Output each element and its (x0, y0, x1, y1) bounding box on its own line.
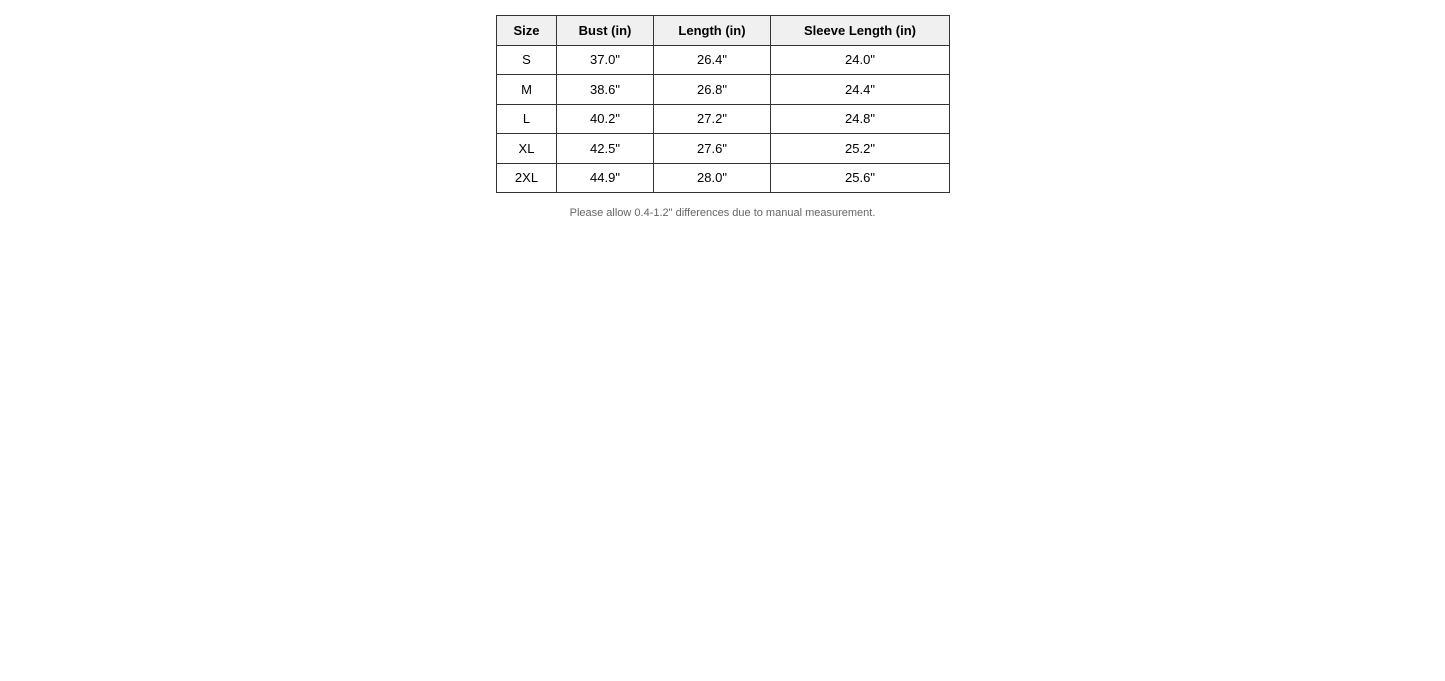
cell-sleeve-length: 24.8" (771, 104, 950, 134)
cell-bust: 44.9" (557, 163, 654, 193)
cell-length: 26.8" (654, 75, 771, 105)
cell-length: 26.4" (654, 45, 771, 75)
table-row (497, 134, 950, 164)
cell-size: M (497, 75, 557, 105)
cell-size: L (497, 104, 557, 134)
table-header-row (497, 16, 950, 46)
cell-size: S (497, 45, 557, 75)
table-row (497, 104, 950, 134)
cell-bust: 38.6" (557, 75, 654, 105)
header-bust: Bust (in) (557, 16, 654, 46)
cell-length: 27.2" (654, 104, 771, 134)
cell-size: XL (497, 134, 557, 164)
cell-bust: 40.2" (557, 104, 654, 134)
cell-length: 27.6" (654, 134, 771, 164)
header-sleeve-length: Sleeve Length (in) (771, 16, 950, 46)
cell-length: 28.0" (654, 163, 771, 193)
cell-sleeve-length: 25.2" (771, 134, 950, 164)
table-row (497, 75, 950, 105)
cell-bust: 37.0" (557, 45, 654, 75)
table-row (497, 45, 950, 75)
measurement-note: Please allow 0.4-1.2" differences due to manual measurement. (569, 207, 876, 219)
size-chart-table (496, 15, 950, 193)
cell-size: 2XL (497, 163, 557, 193)
cell-sleeve-length: 24.4" (771, 75, 950, 105)
cell-bust: 42.5" (557, 134, 654, 164)
cell-sleeve-length: 24.0" (771, 45, 950, 75)
header-length: Length (in) (654, 16, 771, 46)
header-size: Size (497, 16, 557, 46)
table-row (497, 163, 950, 193)
cell-sleeve-length: 25.6" (771, 163, 950, 193)
